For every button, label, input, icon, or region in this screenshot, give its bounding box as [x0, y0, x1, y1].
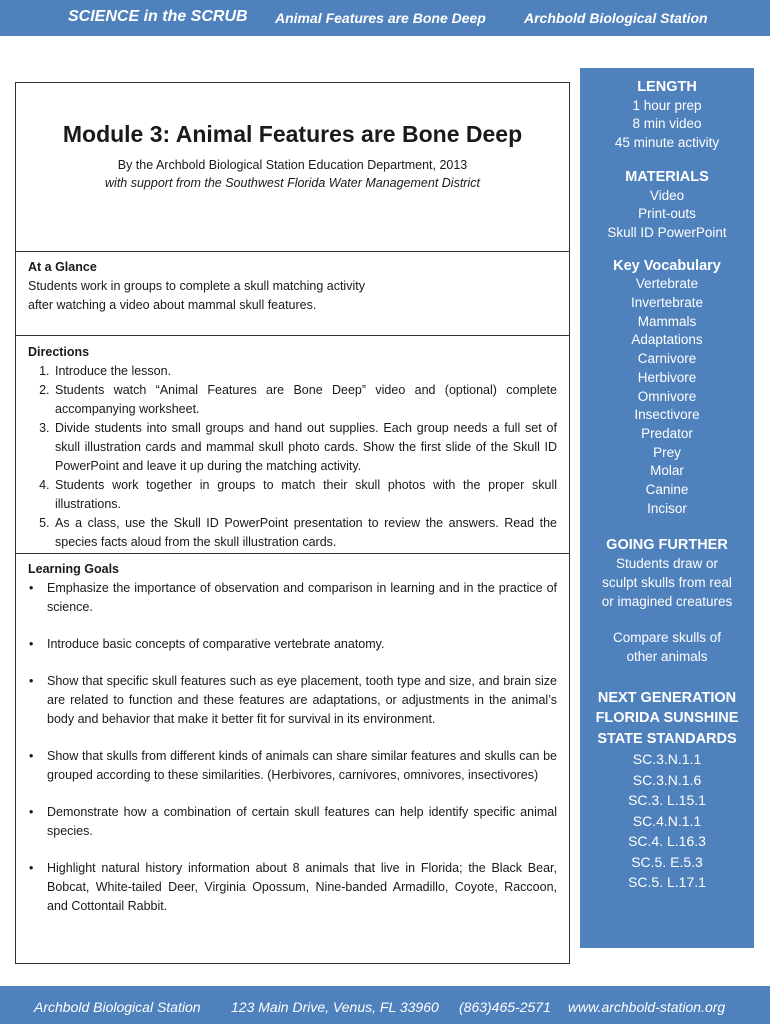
footer-address: 123 Main Drive, Venus, FL 33960 — [231, 999, 439, 1015]
footer-website[interactable]: www.archbold-station.org — [568, 999, 726, 1015]
learning-goals-list — [28, 579, 557, 916]
vocabulary-item: Mammals — [637, 313, 697, 329]
learning-goals-section — [16, 554, 569, 916]
header-module-title: Animal Features are Bone Deep — [275, 10, 486, 26]
standard-item: SC.3. L.15.1 — [628, 792, 706, 809]
standards-heading: NEXT GENERATION — [597, 689, 737, 706]
vocabulary-heading: Key Vocabulary — [613, 257, 721, 274]
standard-item: SC.3.N.1.1 — [632, 751, 702, 768]
vocabulary-item: Omnivore — [637, 388, 697, 404]
direction-item: 3. Divide students into small groups and hand out supplies. Each group needs a full set of skull illustration cards and mammal skull photo cards. Show the first slide of the Skull ID PowerPoint and leave it up during the matching activity. — [53, 419, 557, 476]
page-title: Module 3: Animal Features are Bone Deep — [62, 121, 523, 147]
glance-line: Students work in groups to complete a skull matching activity — [28, 279, 365, 293]
going-further-item: Compare skulls of — [612, 630, 722, 646]
goal-item: • Emphasize the importance of observation and comparison in learning and in the practice of science. — [47, 579, 557, 617]
going-further-item: other animals — [626, 648, 708, 664]
goal-item: • Demonstrate how a combination of certain skull features can help identify specific animal species. — [47, 803, 557, 841]
standard-item: SC.4.N.1.1 — [632, 812, 702, 829]
header-bar — [0, 0, 770, 36]
goal-item: • Highlight natural history information about 8 animals that live in Florida; the Black Bear, Bobcat, White-tailed Deer, Virginia Opossum, Nine-banded Armadillo, Coyote, Raccoon, and Cottontail Rabbit. — [47, 859, 557, 916]
at-a-glance-section — [16, 252, 569, 336]
title-section — [16, 121, 569, 252]
directions-list — [28, 362, 557, 552]
goal-item: • Show that skulls from different kinds of animals can share similar features and skulls can be grouped according to these similarities. (Herbivores, carnivores, omnivores, insectivores) — [47, 747, 557, 785]
header-organization: Archbold Biological Station — [524, 10, 708, 26]
going-further-item: sculpt skulls from real — [602, 574, 732, 590]
going-further-heading: GOING FURTHER — [606, 537, 728, 554]
standard-item: SC.4. L.16.3 — [628, 833, 706, 850]
materials-item: Skull ID PowerPoint — [607, 224, 727, 240]
directions-section — [16, 336, 569, 554]
materials-item: Print-outs — [638, 206, 696, 222]
byline: By the Archbold Biological Station Education Department, 2013 — [117, 158, 468, 172]
vocabulary-item: Insectivore — [634, 407, 700, 423]
vocabulary-item: Prey — [653, 444, 681, 460]
standard-item: SC.5. E.5.3 — [631, 853, 703, 870]
length-heading: LENGTH — [637, 79, 697, 95]
vocabulary-item: Predator — [641, 425, 693, 441]
standard-item: SC.5. L.17.1 — [628, 874, 706, 891]
direction-item: 4. Students work together in groups to match their skull photos with the proper skull illustrations. — [53, 476, 557, 514]
learning-goals-heading: Learning Goals — [28, 562, 119, 576]
main-content-box — [15, 82, 570, 964]
length-item: 8 min video — [632, 116, 702, 132]
length-item: 45 minute activity — [614, 135, 720, 151]
standard-item: SC.3.N.1.6 — [632, 771, 702, 788]
support-line: with support from the Southwest Florida Water Management District — [105, 176, 480, 190]
vocabulary-item: Molar — [650, 463, 684, 479]
footer-phone: (863)465-2571 — [459, 999, 551, 1015]
directions-heading: Directions — [28, 345, 90, 359]
going-further-item: or imagined creatures — [601, 593, 733, 609]
materials-heading: MATERIALS — [625, 168, 709, 185]
vocabulary-item: Vertebrate — [635, 276, 699, 292]
materials-item: Video — [649, 187, 685, 203]
goal-item: • Show that specific skull features such as eye placement, tooth type and size, and brain size are related to function and these features are adaptations, or adjustments in the animal’s body and behavior that make it better fit for survival in its environment. — [47, 672, 557, 729]
sidebar — [580, 68, 754, 948]
going-further-item: Students draw or — [615, 556, 719, 572]
footer-organization: Archbold Biological Station — [34, 999, 201, 1015]
vocabulary-item: Invertebrate — [630, 295, 704, 311]
vocabulary-item: Canine — [645, 482, 689, 498]
standards-heading: FLORIDA SUNSHINE — [595, 710, 739, 727]
direction-item: 5. As a class, use the Skull ID PowerPoint presentation to review the answers. Read the species facts aloud from the skull illustration cards. — [53, 514, 557, 552]
at-a-glance-heading: At a Glance — [28, 260, 97, 274]
vocabulary-item: Carnivore — [637, 351, 697, 367]
direction-item: 2. Students watch “Animal Features are Bone Deep” video and (optional) complete accompanying worksheet. — [53, 381, 557, 419]
length-item: 1 hour prep — [632, 97, 702, 113]
goal-item: • Introduce basic concepts of comparative vertebrate anatomy. — [47, 635, 557, 654]
vocabulary-item: Herbivore — [637, 369, 697, 385]
vocabulary-item: Incisor — [647, 500, 687, 516]
standards-heading: STATE STANDARDS — [597, 730, 737, 747]
direction-item: 1. Introduce the lesson. — [53, 362, 557, 381]
footer-bar — [0, 986, 770, 1024]
vocabulary-item: Adaptations — [631, 332, 703, 348]
header-brand: SCIENCE in the SCRUB — [68, 8, 248, 25]
glance-line: after watching a video about mammal skull features. — [28, 298, 317, 312]
